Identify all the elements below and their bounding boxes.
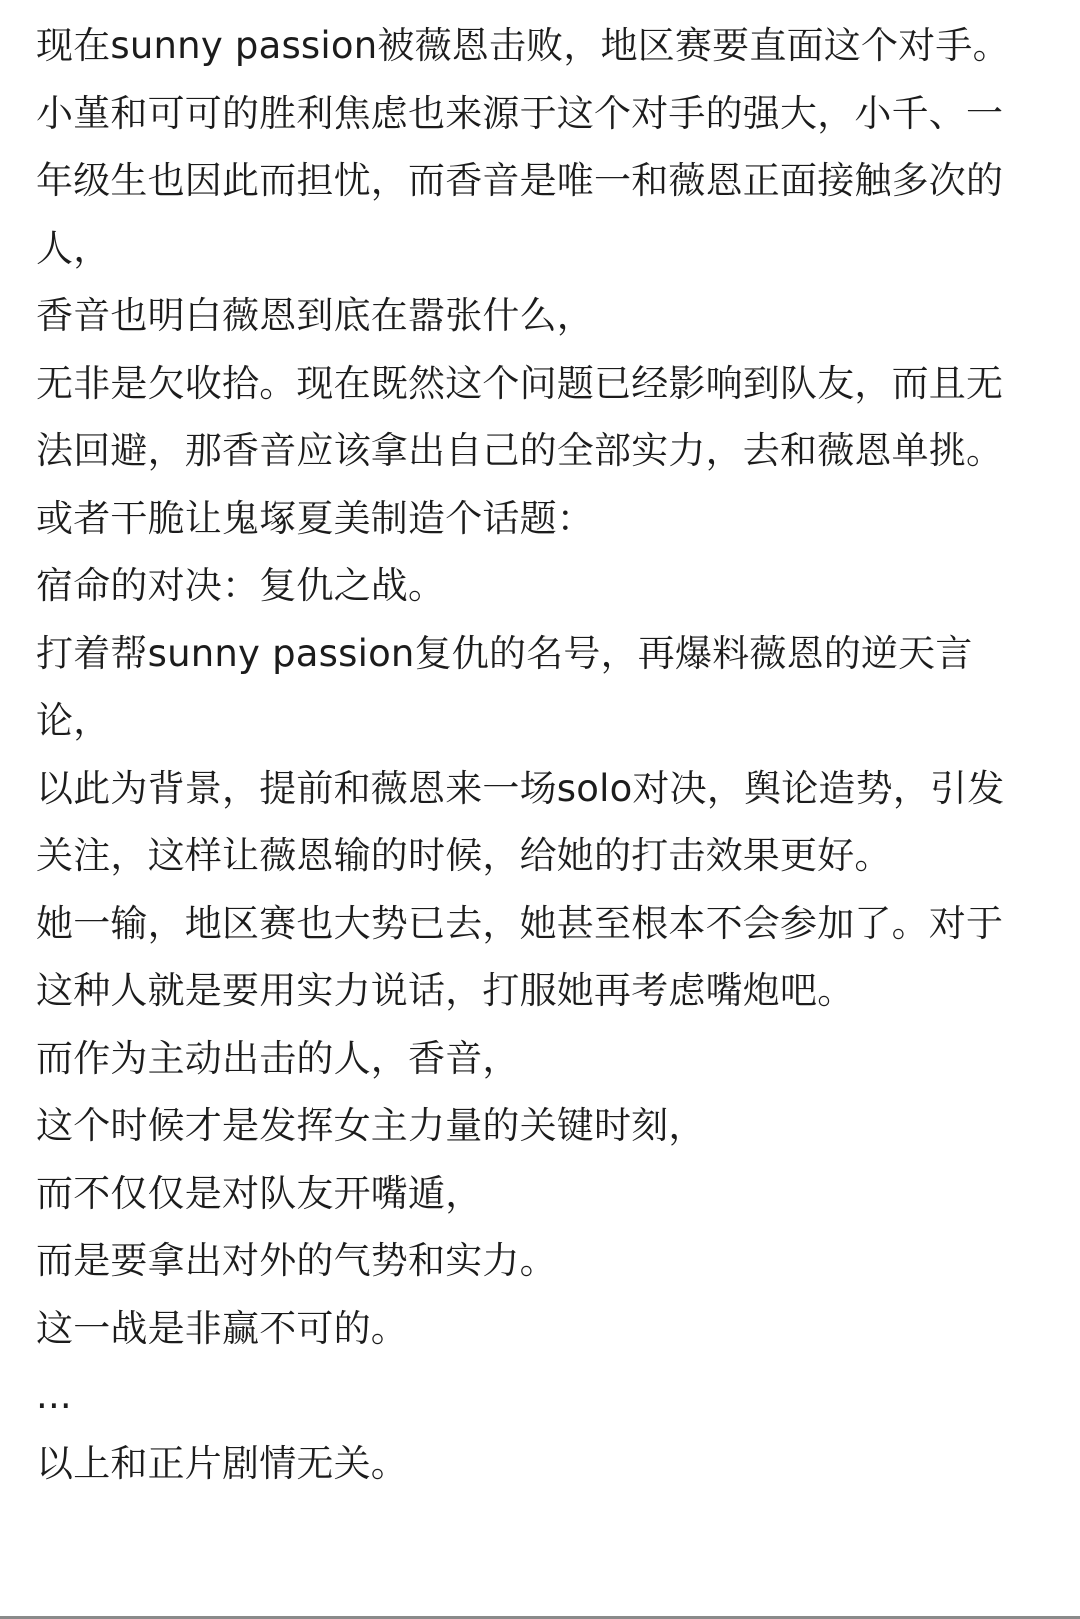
paragraph-1: 现在sunny passion被薇恩击败，地区赛要直面这个对手。小堇和可可的胜利焦虑也来源于这个对手的强大，小千、一年级生也因此而担忧，而香音是唯一和薇恩正面接触多次的人， (36, 24, 1010, 270)
paragraph-7: 以此为背景，提前和薇恩来一场solo对决，舆论造势，引发关注，这样让薇恩输的时候，给她的打击效果更好。 (36, 766, 1005, 877)
paragraph-9: 而作为主动出击的人，香音， (36, 1036, 520, 1080)
paragraph-2: 香音也明白薇恩到底在嚣张什么， (36, 294, 594, 337)
paragraph-8: 她一输，地区赛也大势已去，她甚至根本不会参加了。对于这种人就是要用实力说话，打服她再考虑嘴炮吧。 (36, 901, 1004, 1012)
paragraph-10: 这个时候才是发挥女主力量的关键时刻， (36, 1104, 706, 1147)
ellipsis-line: ... (36, 1374, 72, 1417)
paragraph-11: 而不仅仅是对队友开嘴遁， (36, 1171, 483, 1215)
paragraph-3: 无非是欠收拾。现在既然这个问题已经影响到队友，而且无法回避，那香音应该拿出自己的全部实力，去和薇恩单挑。 (36, 361, 1004, 472)
disclaimer-line: 以上和正片剧情无关。 (36, 1441, 408, 1485)
paragraph-4: 或者干脆让鬼塚夏美制造个话题： (36, 496, 594, 540)
paragraph-5: 宿命的对决：复仇之战。 (36, 564, 446, 607)
paragraph-13: 这一战是非赢不可的。 (36, 1306, 408, 1350)
post-body (36, 12, 1036, 1497)
paragraph-6: 打着帮sunny passion复仇的名号，再爆料薇恩的逆天言论， (36, 631, 973, 742)
paragraph-12: 而是要拿出对外的气势和实力。 (36, 1239, 557, 1282)
